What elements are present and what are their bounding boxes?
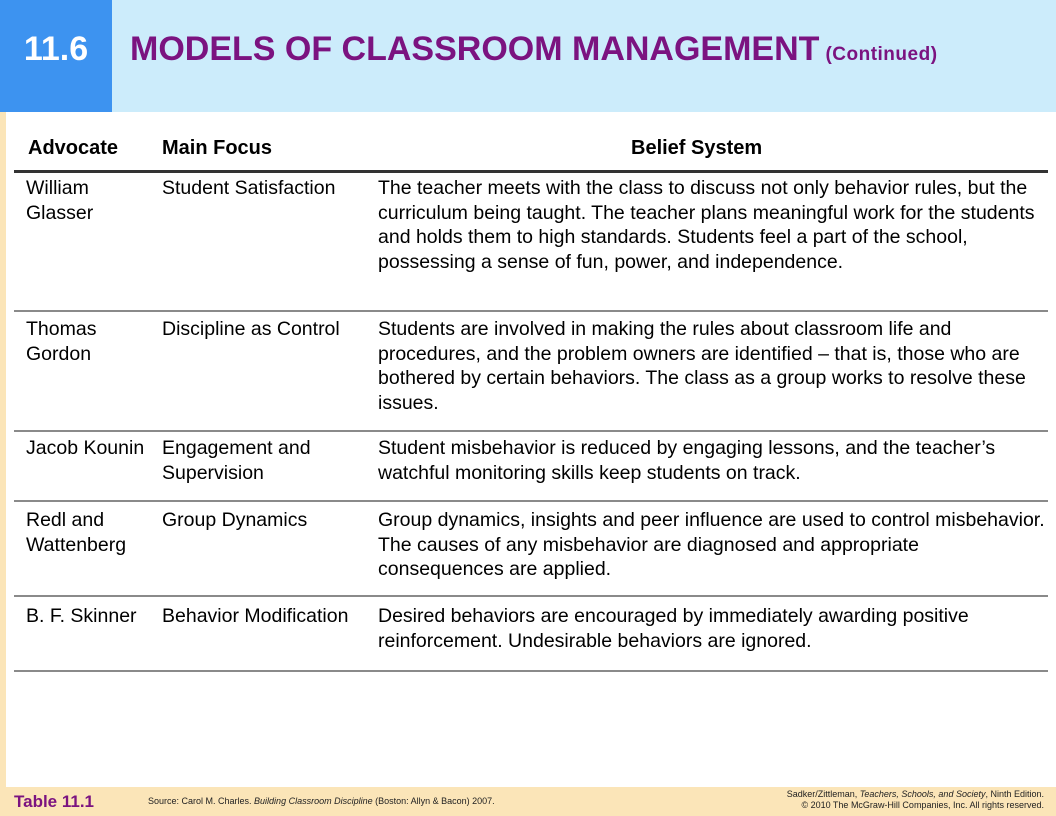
column-header-main-focus: Main Focus <box>162 137 273 159</box>
row-4-belief: Group dynamics, insights and peer influence are used to control misbehavior. The causes of any misbehavior are diagnosed and appropriate consequences are applied. <box>378 509 1045 580</box>
credit-title: Teachers, Schools, and Society <box>859 789 986 799</box>
credit-line-1 <box>787 789 1044 800</box>
credit-authors: Sadker/Zittleman, <box>786 789 860 799</box>
row-3-belief: Student misbehavior is reduced by engaging lessons, and the teacher’s watchful monitoring skills keep students on track. <box>378 437 996 484</box>
row-divider <box>14 310 1048 312</box>
source-suffix: (Boston: Allyn & Bacon) 2007. <box>372 796 495 806</box>
row-1-belief: The teacher meets with the class to discuss not only behavior rules, but the curriculum being taught. The teacher plans meaningful work for the students and holds them to high standards. Students feel a part of the school, possessing a sense of fun, power, and independence. <box>378 177 1035 273</box>
page-title-main: MODELS OF CLASSROOM MANAGEMENT <box>130 30 820 68</box>
column-header-belief-system: Belief System <box>631 137 763 159</box>
page-title-suffix: (Continued) <box>825 44 938 65</box>
row-divider <box>14 430 1048 432</box>
row-1-advocate: William Glasser <box>26 177 94 224</box>
row-2-focus: Discipline as Control <box>162 318 340 340</box>
row-5-focus: Behavior Modification <box>162 605 349 627</box>
header-divider <box>14 170 1048 173</box>
source-citation <box>148 796 495 806</box>
row-2-belief: Students are involved in making the rules about classroom life and procedures, and the problem owners are identified – that is, those who are bothered by certain behaviors. The class as a group works to resolve these issues. <box>378 318 1026 414</box>
source-title: Building Classroom Discipline <box>254 796 373 806</box>
source-prefix: Source: Carol M. Charles. <box>148 796 255 806</box>
column-header-advocate: Advocate <box>28 137 119 159</box>
side-strip <box>0 112 6 816</box>
row-1-focus: Student Satisfaction <box>162 177 336 199</box>
credit-edition: , Ninth Edition. <box>985 789 1044 799</box>
row-5-belief: Desired behaviors are encouraged by immediately awarding positive reinforcement. Undesirable behaviors are ignored. <box>378 605 969 652</box>
row-2-advocate: Thomas Gordon <box>26 318 97 365</box>
row-4-focus: Group Dynamics <box>162 509 308 531</box>
copyright-credit <box>787 789 1044 811</box>
page-title <box>130 30 938 69</box>
row-3-advocate: Jacob Kounin <box>26 437 145 459</box>
table-bottom-rule <box>14 670 1048 672</box>
row-4-advocate: Redl and Wattenberg <box>26 509 127 556</box>
row-3-focus: Engagement and Supervision <box>162 437 311 484</box>
section-number: 11.6 <box>23 30 89 68</box>
section-number-box <box>0 0 112 112</box>
credit-copyright: © 2010 The McGraw-Hill Companies, Inc. All rights reserved. <box>801 800 1044 810</box>
row-divider <box>14 500 1048 502</box>
row-5-advocate: B. F. Skinner <box>26 605 137 627</box>
row-divider <box>14 595 1048 597</box>
table-label: Table 11.1 <box>14 792 95 811</box>
